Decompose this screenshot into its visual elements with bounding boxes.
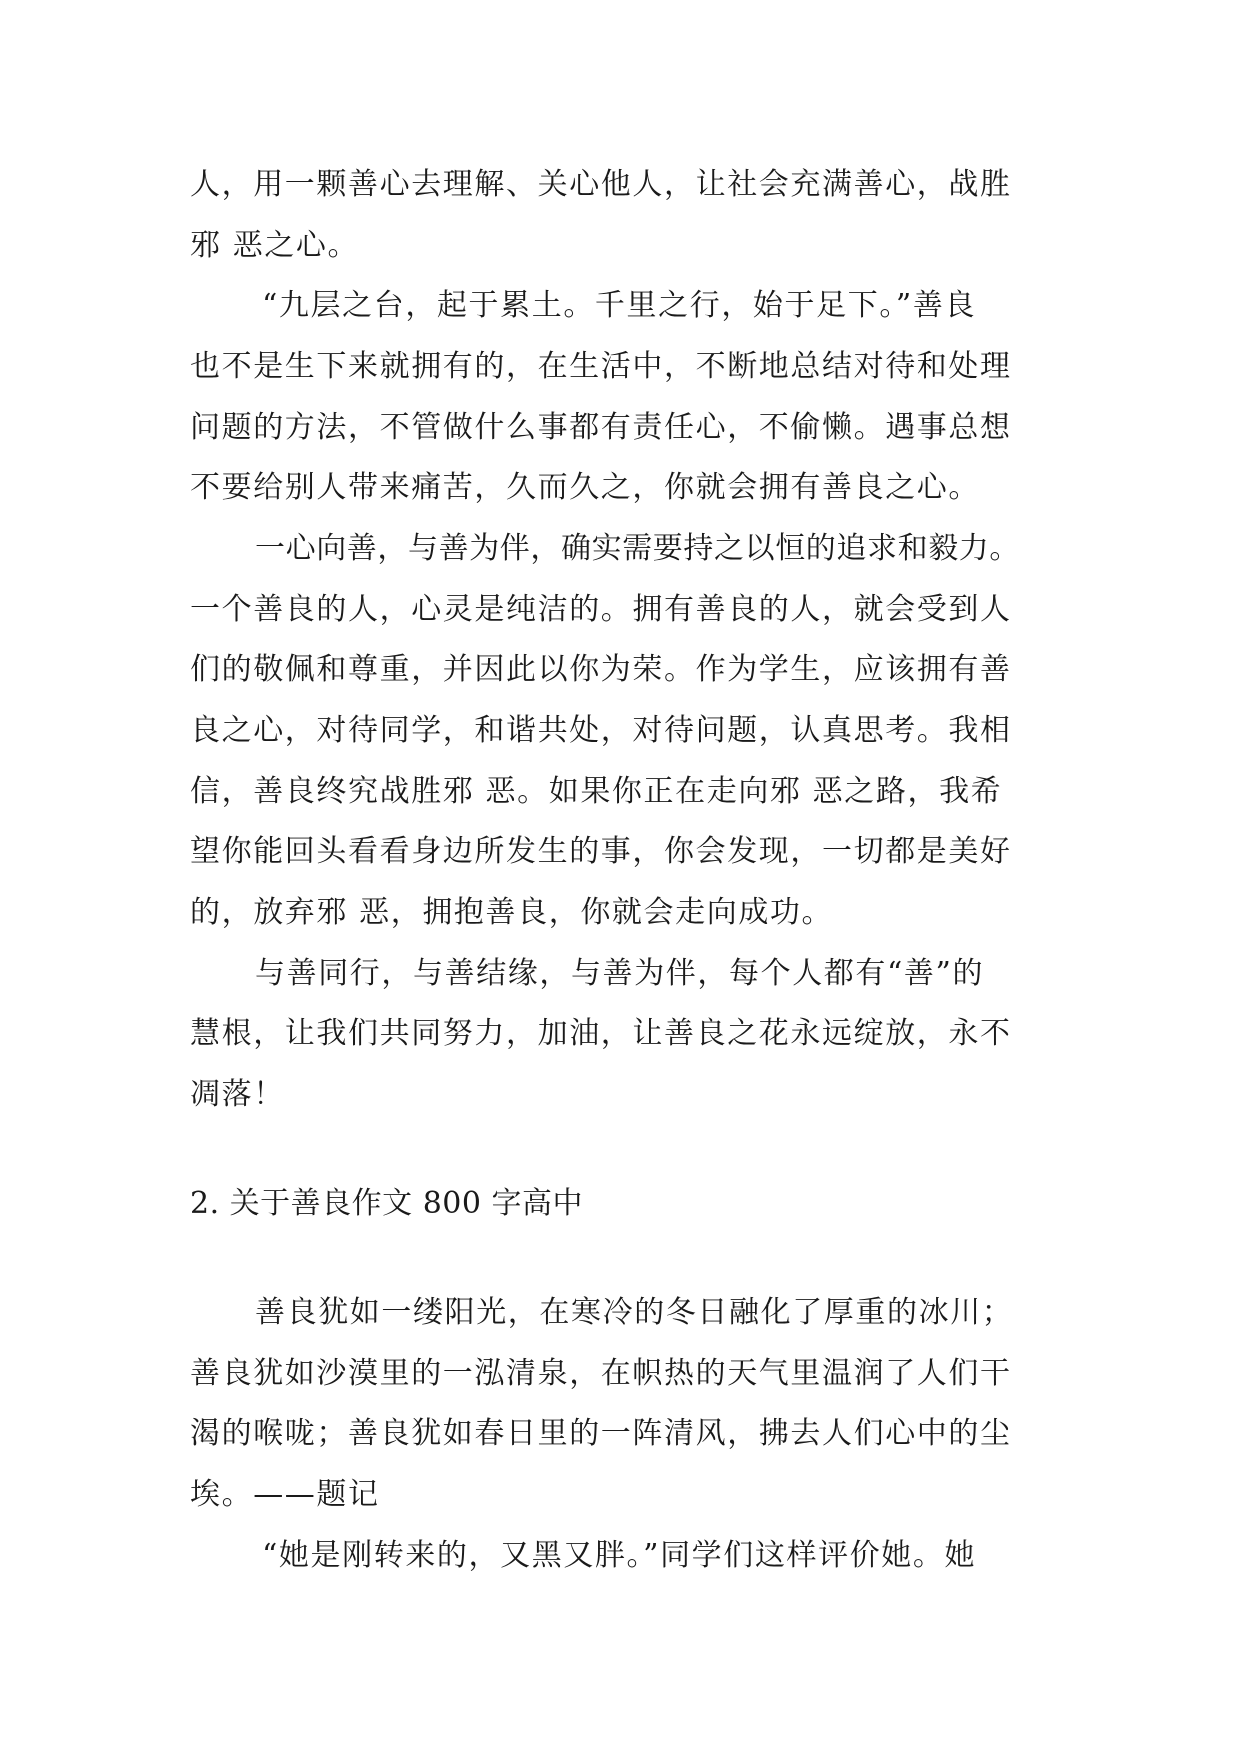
section-heading: 2. 关于善良作文 800 字高中 xyxy=(190,1186,583,1221)
paragraph-line: 善良犹如一缕阳光，在寒冷的冬日融化了厚重的冰川； xyxy=(255,1295,1014,1330)
paragraph-line: 凋落！ xyxy=(190,1077,285,1112)
paragraph-line: 良之心，对待同学，和谐共处，对待问题，认真思考。我相 xyxy=(190,713,1012,748)
paragraph-line: 们的敬佩和尊重，并因此以你为荣。作为学生，应该拥有善 xyxy=(190,652,1012,687)
paragraph-line: 人，用一颗善心去理解、关心他人，让社会充满善心，战胜 xyxy=(190,167,1012,202)
paragraph-line: 的，放弃邪 恶，拥抱善良，你就会走向成功。 xyxy=(190,895,834,930)
paragraph-line: 一个善良的人，心灵是纯洁的。拥有善良的人，就会受到人 xyxy=(190,592,1012,627)
paragraph-line: 善良犹如沙漠里的一泓清泉，在帜热的天气里温润了人们干 xyxy=(190,1356,1012,1391)
paragraph-line: 埃。——题记 xyxy=(190,1477,380,1512)
paragraph-line: 渴的喉咙；善良犹如春日里的一阵清风，拂去人们心中的尘 xyxy=(190,1416,1012,1451)
paragraph-line: “九层之台，起于累土。千里之行，始于足下。”善良 xyxy=(262,288,977,323)
paragraph-line: 慧根，让我们共同努力，加油，让善良之花永远绽放，永不 xyxy=(190,1016,1012,1051)
paragraph-line: “她是刚转来的，又黑又胖。”同学们这样评价她。她 xyxy=(262,1538,977,1573)
paragraph-line: 一心向善，与善为伴，确实需要持之以恒的追求和毅力。 xyxy=(255,531,1020,566)
paragraph-line: 问题的方法，不管做什么事都有责任心，不偷懒。遇事总想 xyxy=(190,410,1012,445)
paragraph-line: 邪 恶之心。 xyxy=(190,228,360,263)
paragraph-line: 望你能回头看看身边所发生的事，你会发现，一切都是美好 xyxy=(190,834,1012,869)
paragraph-line: 不要给别人带来痛苦，久而久之，你就会拥有善良之心。 xyxy=(190,470,980,505)
paragraph-line: 与善同行，与善结缘，与善为伴，每个人都有“善”的 xyxy=(255,956,985,991)
paragraph-line: 信，善良终究战胜邪 恶。如果你正在走向邪 恶之路，我希 xyxy=(190,774,1003,809)
paragraph-line: 也不是生下来就拥有的，在生活中，不断地总结对待和处理 xyxy=(190,349,1012,384)
